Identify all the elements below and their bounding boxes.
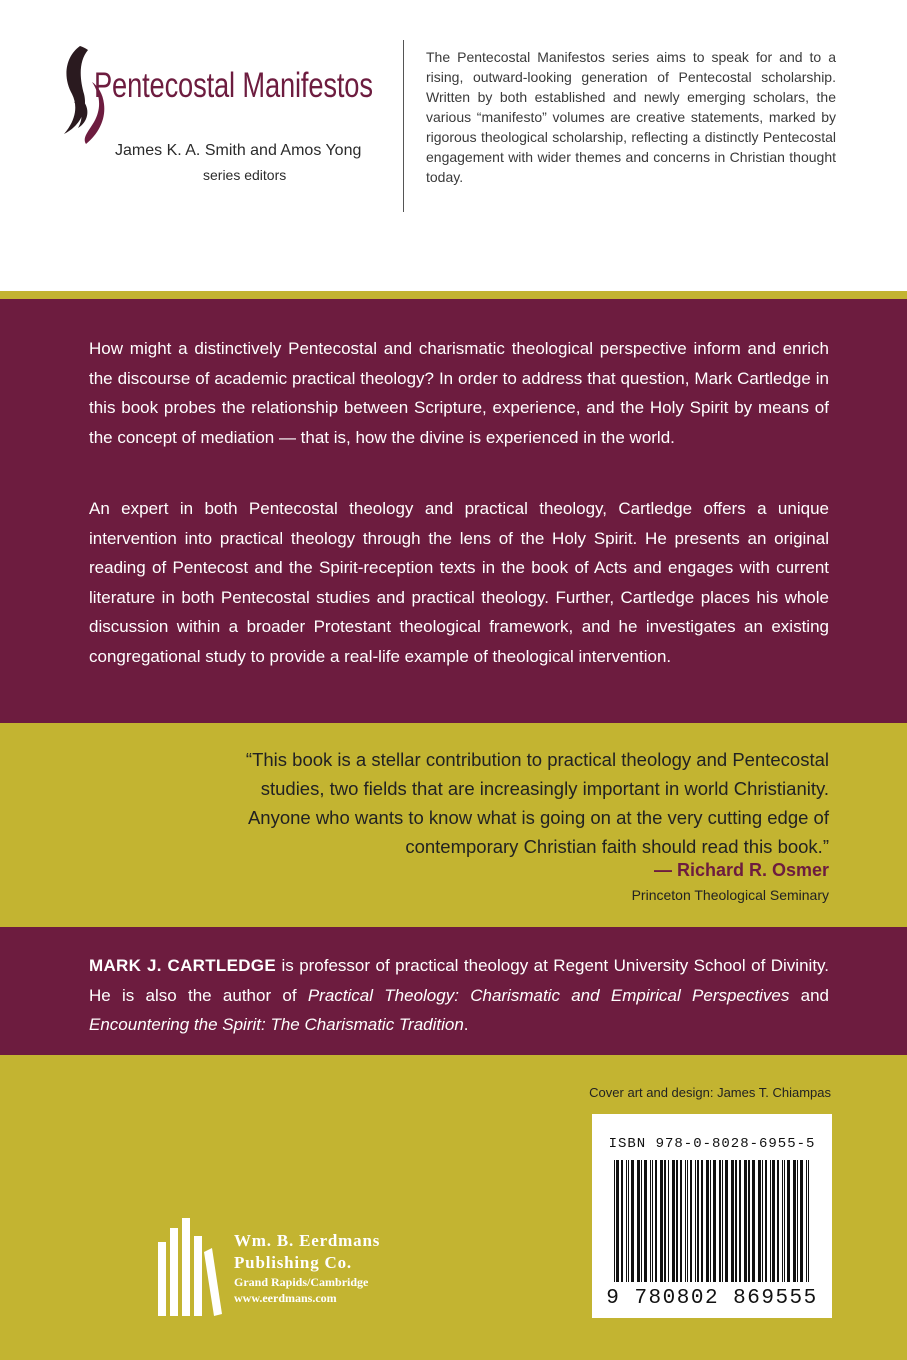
barcode-bar	[731, 1160, 734, 1282]
barcode-bar	[687, 1160, 688, 1282]
barcode-bar	[644, 1160, 647, 1282]
bio-text-1: is professor of practical theology at Regent University School of Divinity. He is also the author of	[89, 956, 830, 1005]
barcode-bar	[631, 1160, 634, 1282]
publisher-line-1: Wm. B. Eerdmans	[234, 1231, 381, 1250]
barcode-bar	[660, 1160, 663, 1282]
series-editors: James K. A. Smith and Amos Yong	[115, 142, 362, 159]
barcode-bar	[690, 1160, 692, 1282]
barcode-bar	[765, 1160, 767, 1282]
barcode-bar	[797, 1160, 798, 1282]
barcode-bar	[697, 1160, 699, 1282]
barcode-bar	[664, 1160, 666, 1282]
author-bio-section	[0, 927, 907, 1055]
book-description	[0, 299, 907, 723]
barcode-bar	[808, 1160, 809, 1282]
barcode-bar	[777, 1160, 779, 1282]
barcode-bar	[735, 1160, 737, 1282]
barcode-bar	[770, 1160, 771, 1282]
barcode-box	[592, 1114, 832, 1318]
barcode-bar	[672, 1160, 675, 1282]
barcode-bar	[806, 1160, 807, 1282]
barcode-bar	[652, 1160, 653, 1282]
barcode-bar	[772, 1160, 775, 1282]
description-paragraph-1: How might a distinctively Pentecostal and charismatic theological perspective inform and enrich the discourse of academic practical theology? In order to address that question, Mark Cartledge in this book probes the relationship between Scripture, experience, and the Holy Spirit by means of the concept of mediation — that is, how the divine is experienced in the world.	[89, 339, 829, 447]
barcode-bar	[676, 1160, 678, 1282]
author-name: MARK J. CARTLEDGE	[89, 956, 276, 975]
barcode-bar	[650, 1160, 651, 1282]
publisher-location: Grand Rapids/Cambridge	[234, 1275, 369, 1289]
endorsement-quote: “This book is a stellar contribution to practical theology and Pentecostal studies, two fields that are increasingly important in world Christianity. Anyone who wants to know what is going on at the very cutting edge of contemporary Christian faith should read this book.”	[245, 749, 829, 857]
barcode-bar	[614, 1160, 615, 1282]
barcode-bar	[685, 1160, 686, 1282]
barcode-bar	[722, 1160, 723, 1282]
barcode-bar	[719, 1160, 721, 1282]
barcode-bar	[695, 1160, 696, 1282]
publisher-website: www.eerdmans.com	[234, 1291, 337, 1305]
endorsement-affiliation: Princeton Theological Seminary	[631, 887, 829, 903]
eerdmans-books-logo-icon	[156, 1218, 222, 1318]
barcode-bar	[655, 1160, 657, 1282]
bio-book-1: Practical Theology: Charismatic and Empirical Perspectives	[307, 985, 790, 1005]
bio-book-2: Encountering the Spirit: The Charismatic Tradition	[89, 1015, 464, 1034]
barcode-bar	[713, 1160, 716, 1282]
barcode-bar	[784, 1160, 785, 1282]
barcode-bar	[641, 1160, 642, 1282]
barcode-bar	[706, 1160, 709, 1282]
bio-text-2: and	[789, 985, 829, 1005]
description-paragraph-2: An expert in both Pentecostal theology and practical theology, Cartledge offers a unique intervention into practical theology through the lens of the Holy Spirit. He presents an original reading of Pentecost and the Spirit-reception texts in the book of Acts and engages with current literature in both Pentecostal studies and practical theology. Further, Cartledge places his whole discussion within a broader Protestant theological framework, and he investigates an existing congregational study to provide a real-life example of theological intervention.	[89, 499, 829, 666]
barcode-bar	[701, 1160, 703, 1282]
series-header	[0, 0, 907, 291]
barcode-bar	[621, 1160, 623, 1282]
barcode-bar	[739, 1160, 741, 1282]
barcode-bar	[800, 1160, 803, 1282]
barcode-bar	[628, 1160, 629, 1282]
barcode-bar	[725, 1160, 728, 1282]
barcode-bar	[787, 1160, 790, 1282]
barcode-bar	[668, 1160, 669, 1282]
series-title: Pentecostal Manifestos	[94, 66, 373, 105]
isbn-label: ISBN 978-0-8028-6955-5	[608, 1136, 816, 1152]
header-divider	[403, 40, 404, 212]
barcode-bar	[710, 1160, 711, 1282]
series-description: The Pentecostal Manifestos series aims to speak for and to a rising, outward-looking generation of Pentecostal scholarship. Written by both established and newly emerging scholars, the various “manifesto” volumes are creative statements, marked by rigorous theological scholarship, reflecting a distinctly Pentecostal engagement with wider themes and concerns in Christian thought today.	[426, 49, 836, 185]
barcode-bar	[758, 1160, 761, 1282]
cover-credit: Cover art and design: James T. Chiampas	[589, 1085, 831, 1100]
series-editors-role: series editors	[203, 167, 287, 183]
barcode-bar	[626, 1160, 627, 1282]
author-bio	[89, 951, 829, 1040]
barcode-bar	[744, 1160, 747, 1282]
olive-band	[0, 291, 907, 299]
barcode-bar	[616, 1160, 619, 1282]
barcode-digits: 9 780802 869555	[606, 1287, 818, 1310]
barcode-bars	[612, 1160, 812, 1282]
barcode-bar	[762, 1160, 763, 1282]
barcode-bar	[637, 1160, 640, 1282]
barcode-bar	[752, 1160, 755, 1282]
barcode-bar	[748, 1160, 750, 1282]
publisher-info	[234, 1230, 380, 1306]
barcode-bar	[793, 1160, 796, 1282]
endorsement-author: — Richard R. Osmer	[653, 860, 829, 880]
publisher-line-2: Publishing Co.	[234, 1253, 352, 1272]
barcode-bar	[782, 1160, 783, 1282]
barcode-bar	[680, 1160, 682, 1282]
bio-text-3: .	[463, 1015, 469, 1034]
